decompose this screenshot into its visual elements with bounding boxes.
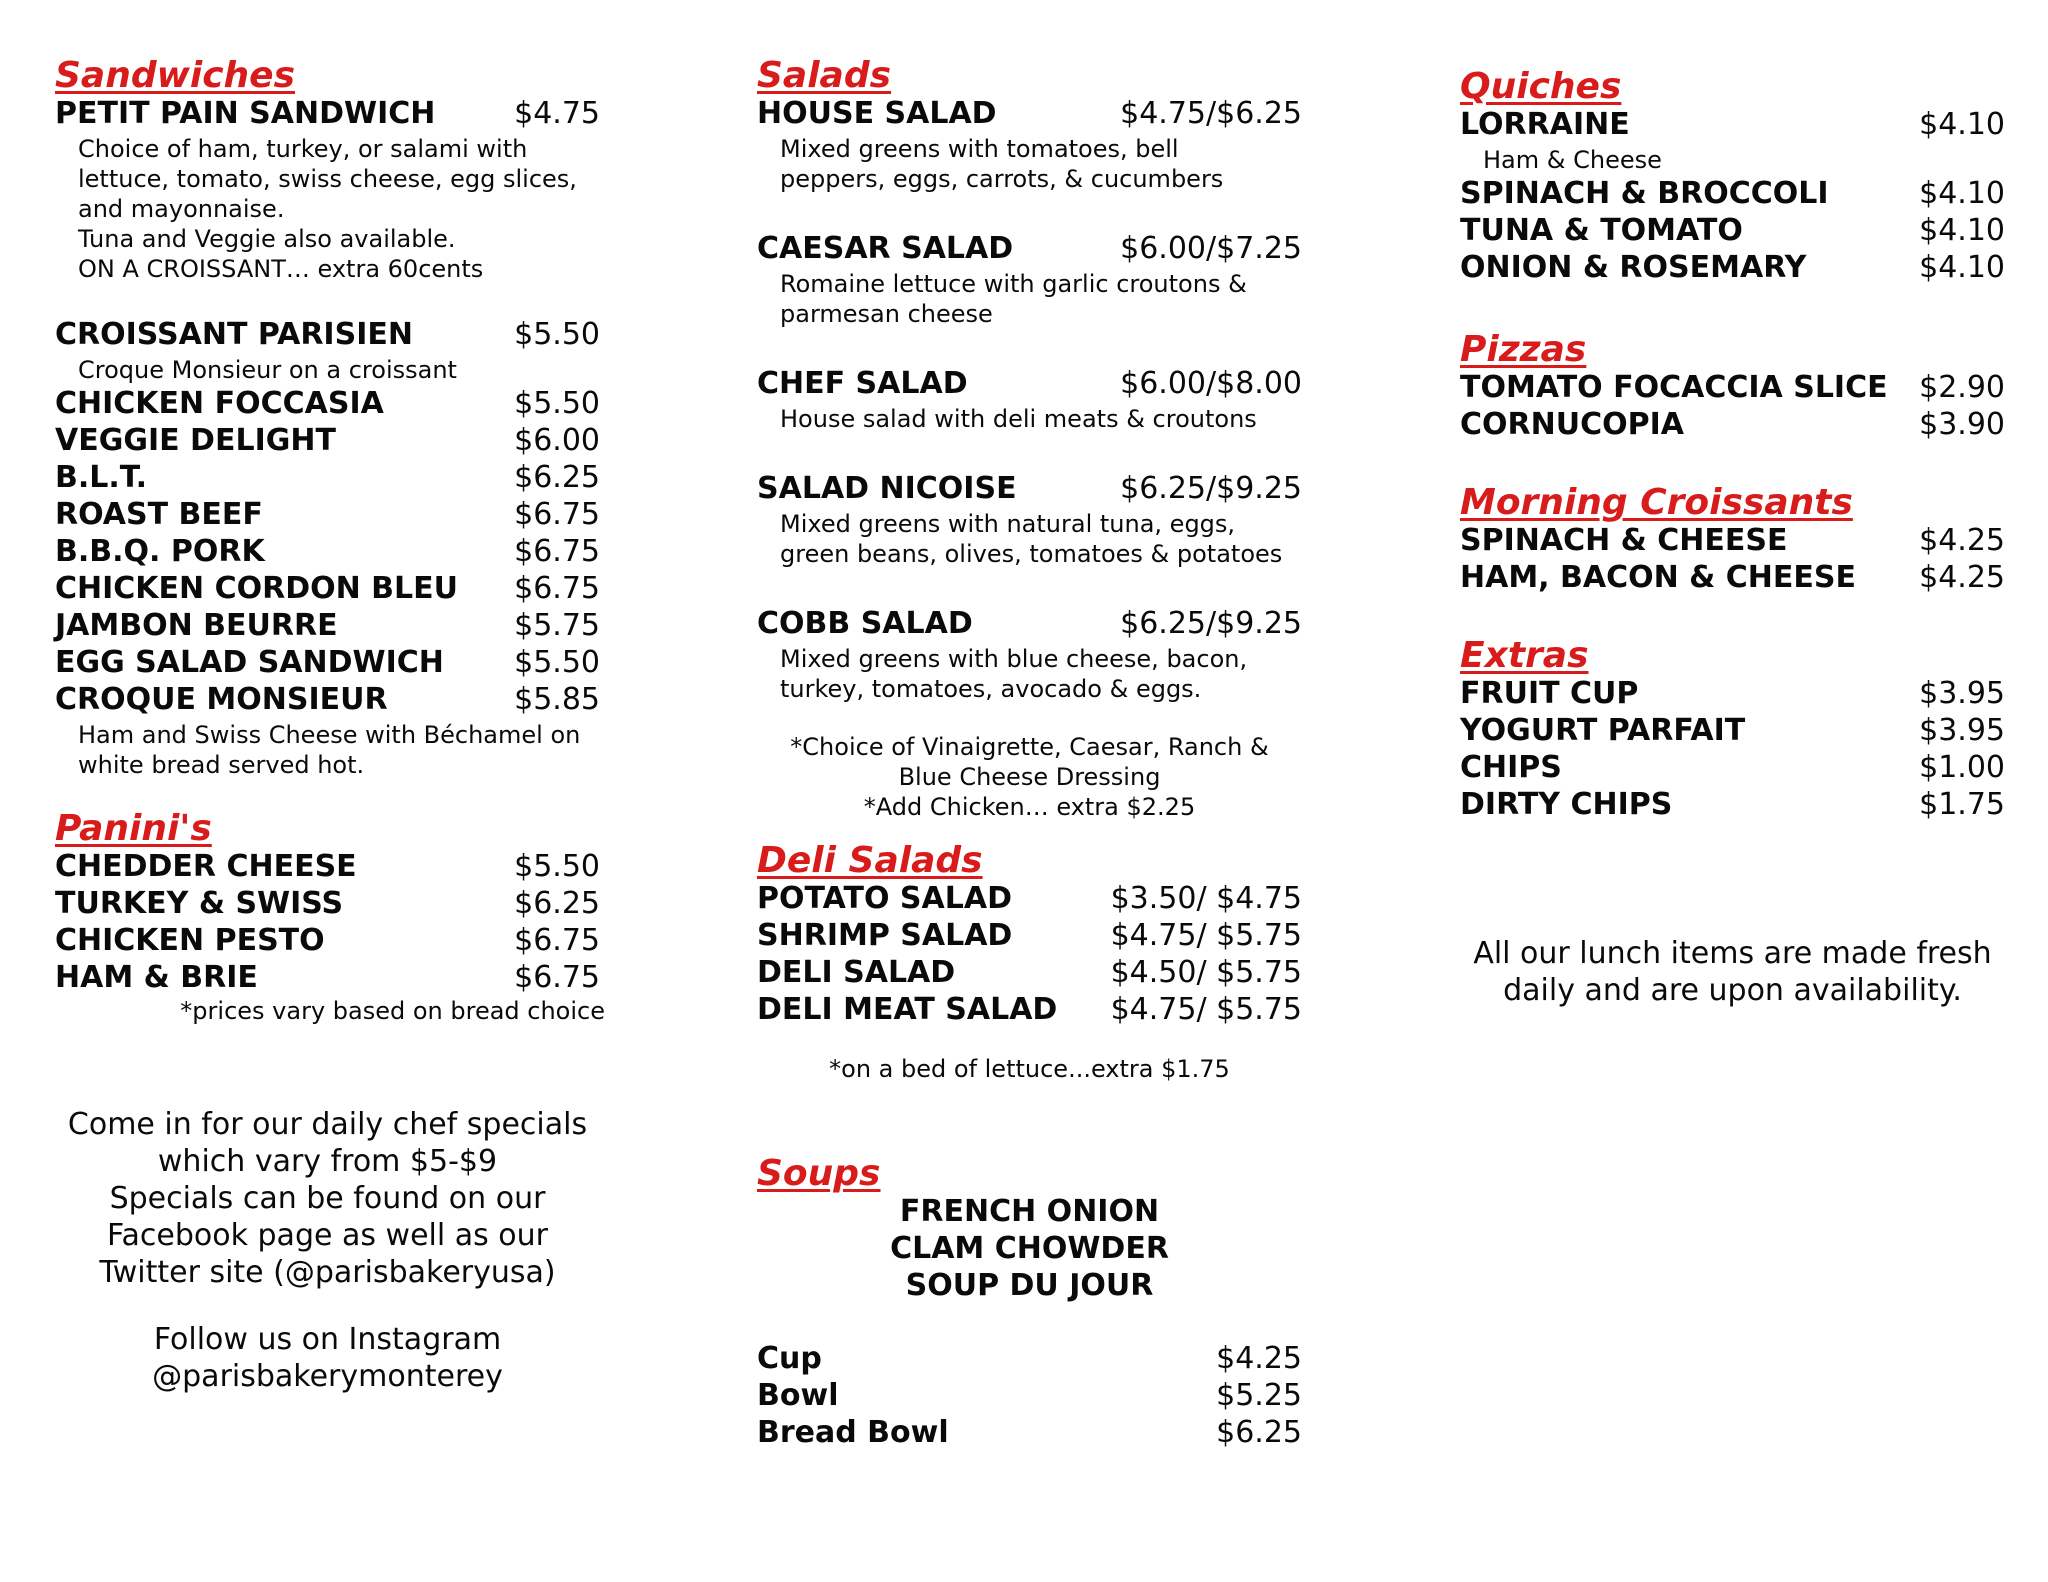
soups-section [757,1153,1302,1451]
paninis-heading: Panini's [55,808,212,849]
item-description [55,720,600,780]
menu-item [1460,369,2005,406]
item-price: $6.00/$8.00 [1120,366,1302,401]
item-price: $6.75 [514,497,600,532]
menu-item [757,954,1302,991]
item-name: SPINACH & CHEESE [1460,523,1788,558]
instagram-handle: @parisbakerymonterey [152,1359,503,1394]
menu-item [757,991,1302,1028]
item-price: $3.95 [1919,676,2005,711]
item-price: $6.75 [514,571,600,606]
menu-item [55,496,600,533]
menu-item [1460,406,2005,443]
description-line: peppers, eggs, carrots, & cucumbers [780,165,1224,193]
specials-line: Facebook page as well as our [107,1218,548,1253]
item-name: DIRTY CHIPS [1460,787,1673,822]
menu-item [55,533,600,570]
item-name: VEGGIE DELIGHT [55,423,336,458]
extras-section [1460,635,2005,823]
salads-heading: Salads [757,55,892,96]
salads-section [757,55,1302,822]
menu-item [55,385,600,422]
item-name: TUNA & TOMATO [1460,213,1743,248]
item-name: HOUSE SALAD [757,96,997,131]
item-name: TURKEY & SWISS [55,886,344,921]
item-price: $3.95 [1919,713,2005,748]
item-price: $4.75/ $5.75 [1110,992,1302,1027]
menu-item [757,1414,1302,1451]
item-price: $4.10 [1919,213,2005,248]
item-description [55,134,600,284]
item-price: $4.10 [1919,176,2005,211]
item-price: $5.50 [514,645,600,680]
item-price: $4.75/ $5.75 [1110,918,1302,953]
item-name: SHRIMP SALAD [757,918,1013,953]
item-price: $4.25 [1216,1341,1302,1376]
menu-item [757,365,1302,402]
item-name: ROAST BEEF [55,497,263,532]
dressing-line: Blue Cheese Dressing [898,763,1161,791]
item-price: $2.90 [1919,370,2005,405]
soup-kind: FRENCH ONION [899,1194,1160,1229]
item-price: $5.85 [514,682,600,717]
quiches-section [1460,66,2005,286]
dressing-line: *Choice of Vinaigrette, Caesar, Ranch & [790,733,1269,761]
menu-item [757,470,1302,507]
item-name: CHEDDER CHEESE [55,849,357,884]
dressing-line: *Add Chicken… extra $2.25 [863,793,1196,821]
menu-item [757,230,1302,267]
item-price: $6.25/$9.25 [1120,471,1302,506]
pizza-list [1460,369,2005,443]
item-price: $5.75 [514,608,600,643]
item-description [757,644,1302,704]
morning-croissants-heading: Morning Croissants [1460,482,1853,523]
description-line: lettuce, tomato, swiss cheese, egg slices, [78,165,577,193]
description-line: ON A CROISSANT… extra 60cents [78,255,484,283]
item-description [757,269,1302,329]
fresh-note-section [1460,935,2005,1009]
specials-line: Specials can be found on our [109,1181,546,1216]
description-line: Tuna and Veggie also available. [78,225,456,253]
pizzas-heading: Pizzas [1460,329,1587,370]
description-line: Ham and Swiss Cheese with Béchamel on [78,721,581,749]
menu-item [1460,675,2005,712]
fresh-note-line: All our lunch items are made fresh [1473,936,1992,971]
item-name: HAM, BACON & CHEESE [1460,560,1856,595]
specials-section [55,1106,600,1395]
soup-kind: SOUP DU JOUR [905,1268,1154,1303]
item-price: $1.00 [1919,750,2005,785]
specials-line: which vary from $5-$9 [157,1144,498,1179]
morning-croissants-section [1460,482,2005,596]
soups-heading: Soups [757,1153,881,1194]
item-name: CHEF SALAD [757,366,968,401]
item-name: EGG SALAD SANDWICH [55,645,444,680]
item-description: Croque Monsieur on a croissant [78,356,457,384]
soup-kind: CLAM CHOWDER [890,1231,1169,1266]
item-price: $6.75 [514,534,600,569]
menu-item [757,95,1302,132]
menu-item [1460,212,2005,249]
menu-item [55,922,600,959]
menu-item [55,848,600,885]
item-name: DELI SALAD [757,955,956,990]
item-name: CHIPS [1460,750,1562,785]
item-price: $5.50 [514,849,600,884]
menu-item [55,95,600,132]
description-line: Mixed greens with tomatoes, bell [780,135,1179,163]
specials-line: Twitter site (@parisbakeryusa) [99,1255,556,1290]
item-name: Bread Bowl [757,1415,949,1450]
item-price: $4.25 [1919,523,2005,558]
item-price: $1.75 [1919,787,2005,822]
item-name: CHICKEN PESTO [55,923,325,958]
menu-item [55,644,600,681]
panini-note: *prices vary based on bread choice [180,997,605,1025]
menu-item [757,917,1302,954]
menu-item [1460,522,2005,559]
item-name: HAM & BRIE [55,960,258,995]
item-price: $6.00 [514,423,600,458]
description-line: white bread served hot. [78,751,365,779]
description-line: and mayonnaise. [78,195,285,223]
item-name: POTATO SALAD [757,881,1012,916]
deli-note: *on a bed of lettuce...extra $1.75 [829,1055,1230,1083]
menu-item [55,570,600,607]
menu-item [1460,559,2005,596]
item-name: DELI MEAT SALAD [757,992,1058,1027]
item-price: $6.00/$7.25 [1120,231,1302,266]
extras-heading: Extras [1460,635,1589,676]
item-name: B.L.T. [55,460,148,495]
menu-item [757,1340,1302,1377]
menu-item [757,1377,1302,1414]
item-price: $3.50/ $4.75 [1110,881,1302,916]
item-price: $6.25 [514,886,600,921]
item-price: $4.50/ $5.75 [1110,955,1302,990]
item-name: Cup [757,1341,822,1376]
dressing-note [757,732,1302,822]
menu-item [757,880,1302,917]
item-price: $3.90 [1919,407,2005,442]
item-name: LORRAINE [1460,107,1630,142]
item-name: CORNUCOPIA [1460,407,1684,442]
item-price: $4.75/$6.25 [1120,96,1302,131]
croissant-list [1460,522,2005,596]
menu-item [55,607,600,644]
menu-item [55,459,600,496]
description-line: House salad with deli meats & croutons [780,405,1257,433]
item-price: $4.75 [514,96,600,131]
item-price: $6.25 [1216,1415,1302,1450]
fresh-note-line: daily and are upon availability. [1503,973,1962,1008]
item-name: CHICKEN CORDON BLEU [55,571,459,606]
item-name: COBB SALAD [757,606,973,641]
soup-sizes [757,1340,1302,1451]
item-price: $5.50 [514,317,600,352]
item-name: SALAD NICOISE [757,471,1017,506]
extras-list [1460,675,2005,823]
item-name: CROQUE MONSIEUR [55,682,388,717]
description-line: Mixed greens with natural tuna, eggs, [780,510,1236,538]
menu-item [1460,249,2005,286]
item-price: $4.10 [1919,250,2005,285]
menu-item [757,605,1302,642]
sandwiches-heading: Sandwiches [55,55,296,96]
menu-item [1460,786,2005,823]
description-line: parmesan cheese [780,300,993,328]
menu-item [1460,749,2005,786]
item-description [757,134,1302,194]
description-line: Romaine lettuce with garlic croutons & [780,270,1247,298]
menu-item [1460,106,2005,143]
sandwiches-section [55,55,600,780]
item-price: $6.75 [514,923,600,958]
item-name: TOMATO FOCACCIA SLICE [1460,370,1888,405]
menu-item [55,422,600,459]
sandwich-list [55,385,600,718]
item-name: CAESAR SALAD [757,231,1014,266]
item-description [757,509,1302,569]
item-name: FRUIT CUP [1460,676,1639,711]
instagram-line: Follow us on Instagram [153,1322,502,1357]
specials-line: Come in for our daily chef specials [67,1107,588,1142]
item-name: ONION & ROSEMARY [1460,250,1807,285]
description-line: Choice of ham, turkey, or salami with [78,135,528,163]
pizzas-section [1460,329,2005,443]
fresh-note [1460,935,2005,1009]
item-price: $5.25 [1216,1378,1302,1413]
menu-item [55,681,600,718]
item-name: JAMBON BEURRE [55,608,338,643]
item-price: $4.10 [1919,107,2005,142]
deli-list [757,880,1302,1028]
item-name: PETIT PAIN SANDWICH [55,96,436,131]
description-line: Mixed greens with blue cheese, bacon, [780,645,1248,673]
soup-kinds [757,1193,1302,1304]
item-price: $6.75 [514,960,600,995]
item-name: CHICKEN FOCCASIA [55,386,384,421]
item-price: $6.25/$9.25 [1120,606,1302,641]
menu-item [55,316,600,353]
deli-salads-section [757,840,1302,1084]
quiche-list [1460,175,2005,286]
item-name: SPINACH & BROCCOLI [1460,176,1829,211]
menu-item [1460,712,2005,749]
menu-item [55,959,600,996]
panini-list [55,848,600,996]
item-name: B.B.Q. PORK [55,534,265,569]
item-price: $6.25 [514,460,600,495]
item-description: Ham & Cheese [1483,146,1662,174]
description-line: turkey, tomatoes, avocado & eggs. [780,675,1202,703]
quiches-heading: Quiches [1460,66,1622,107]
salad-list [757,95,1302,704]
deli-salads-heading: Deli Salads [757,840,983,881]
menu-item [1460,175,2005,212]
item-name: Bowl [757,1378,839,1413]
menu-item [55,885,600,922]
item-price: $4.25 [1919,560,2005,595]
item-name: CROISSANT PARISIEN [55,317,413,352]
description-line: green beans, olives, tomatoes & potatoes [780,540,1283,568]
item-description [757,404,1302,434]
item-price: $5.50 [514,386,600,421]
paninis-section [55,808,605,1026]
specials-text [55,1106,600,1395]
item-name: YOGURT PARFAIT [1460,713,1746,748]
